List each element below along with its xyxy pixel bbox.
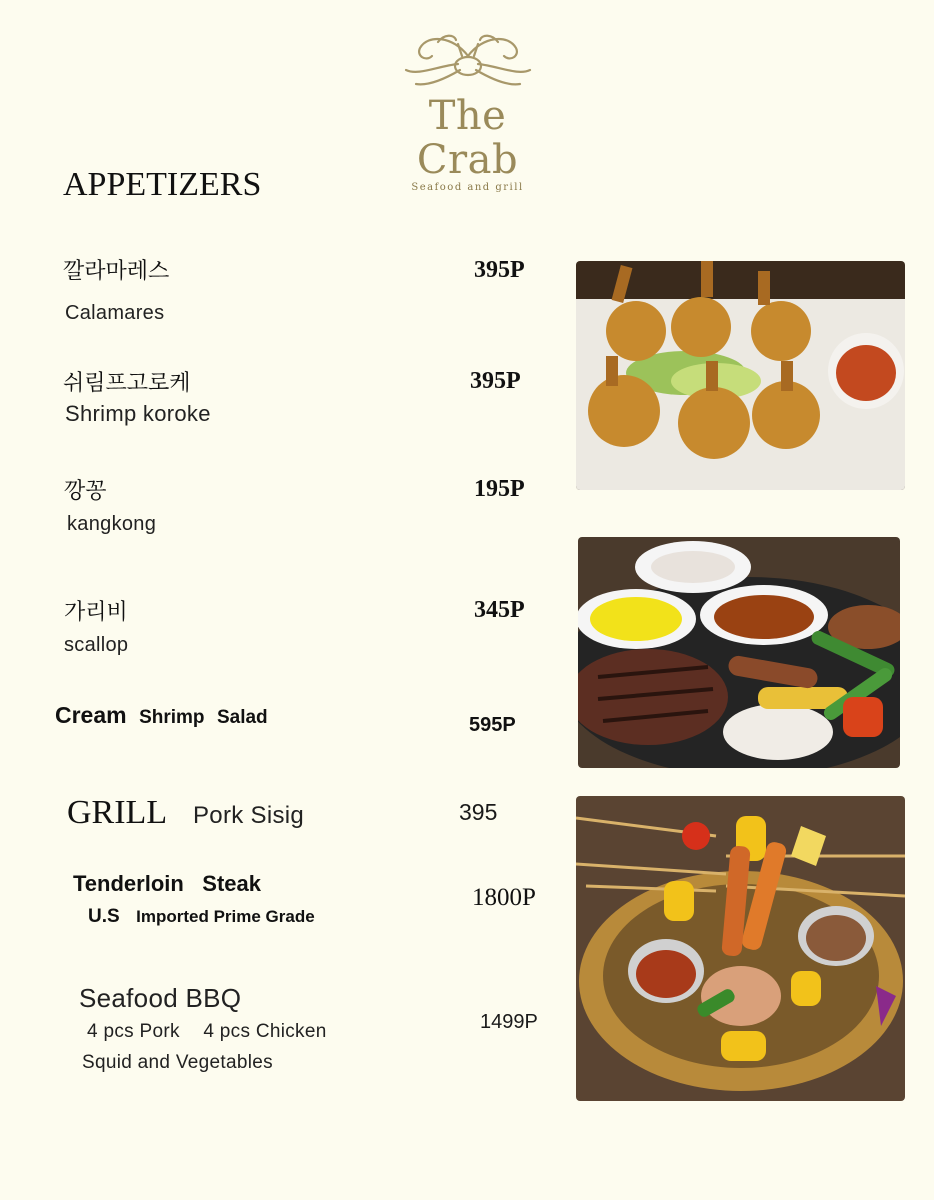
item-korean-name: 깔라마레스	[63, 259, 170, 284]
seafood-skewer-photo	[576, 796, 905, 1101]
item-price: 395P	[474, 257, 525, 283]
item-english-name: Shrimp koroke	[65, 401, 211, 426]
cream-shrimp-salad-name	[55, 702, 268, 729]
tenderloin-price: 1800P	[472, 884, 536, 911]
item-english-name: kangkong	[67, 513, 157, 535]
salad-word: Salad	[216, 707, 268, 728]
cream-word: Cream	[55, 702, 127, 728]
item-price: 345P	[474, 597, 525, 623]
item-price: 395P	[470, 368, 521, 394]
appetizers-heading: APPETIZERS	[63, 166, 262, 203]
item-english-name: Calamares	[65, 302, 165, 324]
item-korean-name: 쉬림프고로케	[63, 371, 191, 396]
restaurant-logo	[380, 26, 555, 193]
shrimp-croquette-photo	[576, 261, 905, 490]
steak-word: Steak	[202, 871, 261, 896]
item-korean-name: 깡꽁	[64, 479, 107, 504]
steak-platter-photo	[578, 537, 900, 768]
seafood-bbq-price: 1499P	[480, 1011, 538, 1033]
crab-emblem-icon	[398, 26, 538, 94]
tenderloin-word: Tenderloin	[73, 871, 184, 896]
tenderloin-steak-subtitle	[88, 906, 315, 928]
imported-prime-grade: Imported Prime Grade	[136, 907, 315, 926]
shrimp-word: Shrimp	[139, 707, 205, 728]
pork-sisig-name: Pork Sisig	[193, 802, 305, 829]
item-english-name: scallop	[64, 634, 129, 656]
logo-name: The Crab	[416, 93, 519, 183]
logo-tagline: Seafood and grill	[411, 182, 524, 193]
pork-count: 4 pcs Pork	[87, 1021, 180, 1042]
seafood-bbq-detail-line2: Squid and Vegetables	[82, 1052, 273, 1073]
chicken-count: 4 pcs Chicken	[203, 1021, 327, 1042]
seafood-bbq-name: Seafood BBQ	[79, 983, 242, 1013]
item-price: 595P	[469, 714, 516, 736]
seafood-bbq-detail-line1	[87, 1021, 327, 1043]
grill-heading: GRILL	[67, 794, 168, 831]
pork-sisig-price: 395	[459, 799, 498, 825]
item-price: 195P	[474, 476, 525, 502]
tenderloin-steak-name	[73, 871, 261, 897]
item-korean-name: 가리비	[64, 600, 128, 625]
us-word: U.S	[88, 906, 120, 927]
